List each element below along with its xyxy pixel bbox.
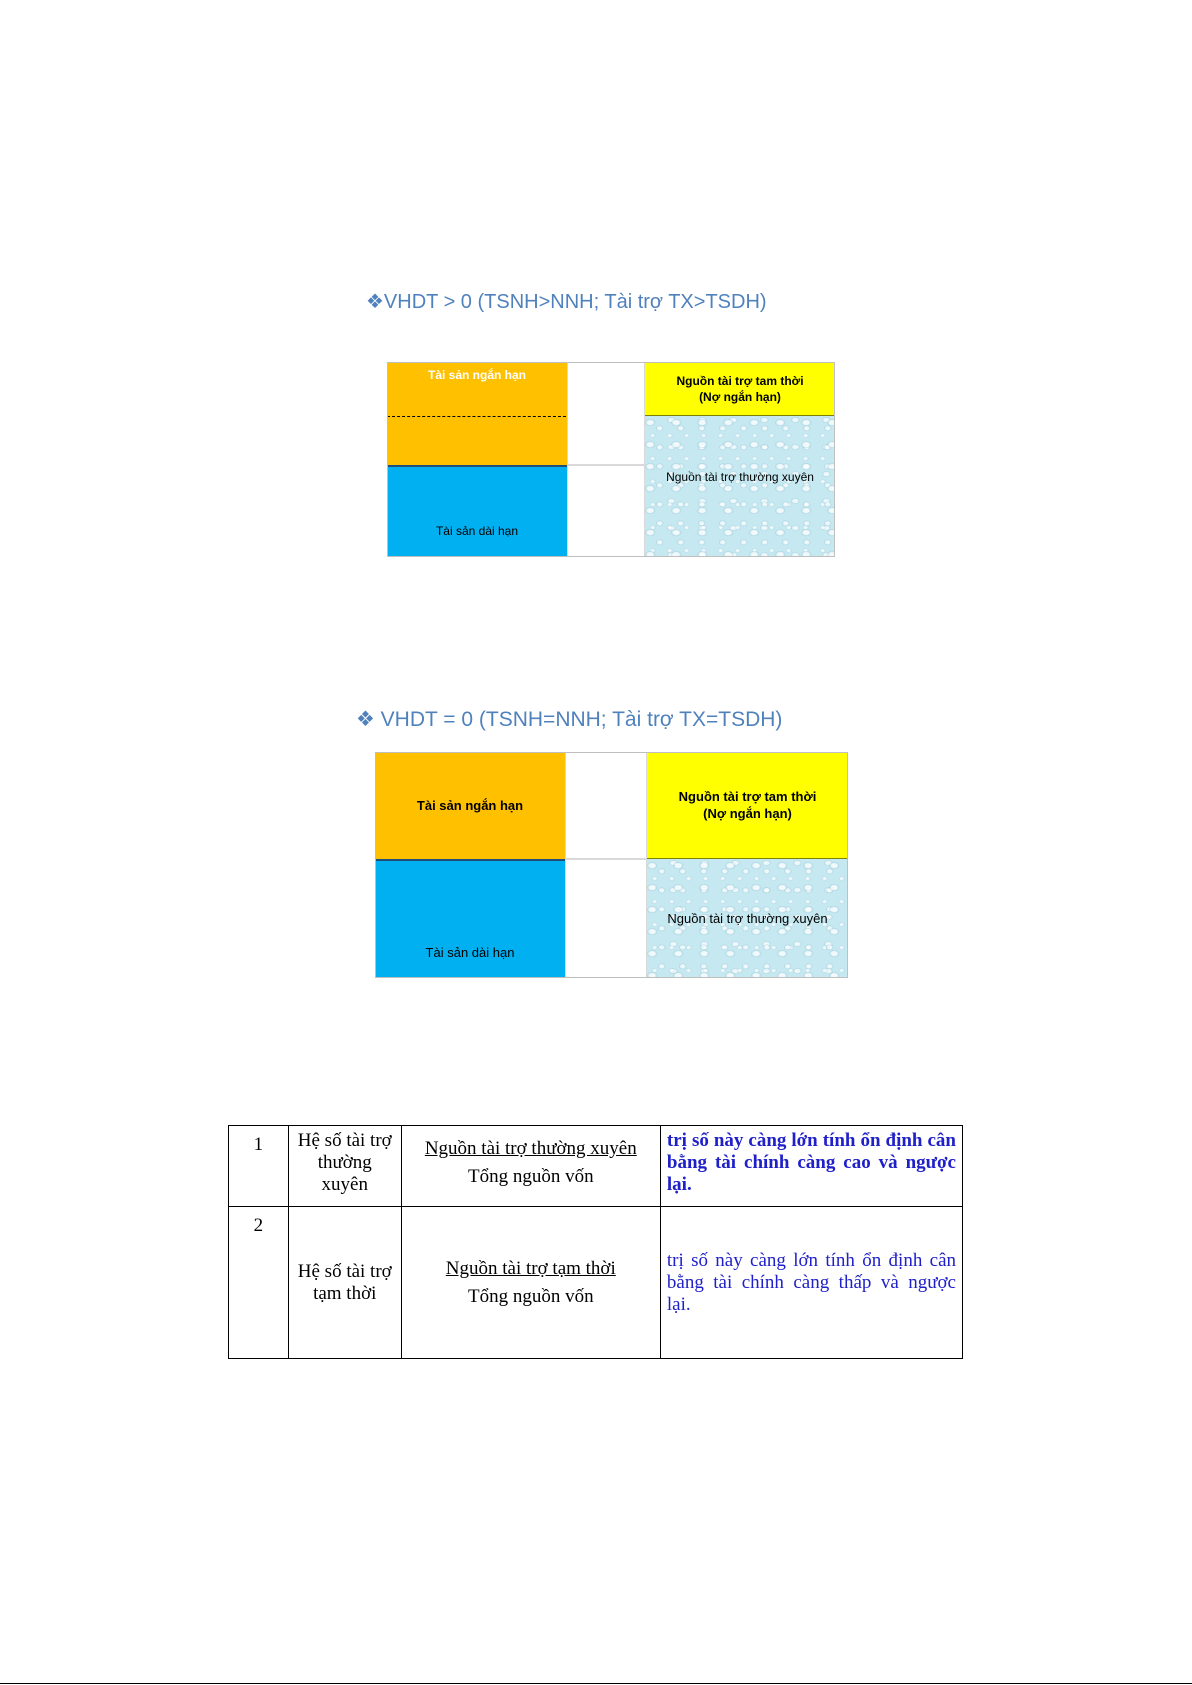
- ratio-note: trị số này càng lớn tính ổn định cân bằng tài chính càng cao và ngược lại.: [660, 1126, 962, 1207]
- short-term-debt-label: (Nợ ngắn hạn): [703, 806, 792, 821]
- short-term-assets-label: Tài sản ngắn hạn: [427, 368, 526, 382]
- ratio-formula: [401, 1207, 660, 1359]
- formula-numerator: Nguồn tài trợ thường xuyên: [424, 1138, 637, 1159]
- temporary-financing-label: Nguồn tài trợ tam thời: [676, 373, 804, 388]
- gap-upper: [567, 362, 645, 465]
- page-bottom-rule: [0, 1683, 1192, 1684]
- temporary-financing-block: [645, 362, 835, 416]
- ratio-formula: [401, 1126, 660, 1207]
- diagram-vhdt-positive: [387, 362, 835, 557]
- permanent-financing-label: Nguồn tài trợ thường xuyên: [666, 469, 814, 484]
- short-term-assets-block: [387, 362, 567, 465]
- diagram-vhdt-zero: [375, 752, 848, 978]
- formula-denominator: Tổng nguồn vốn: [467, 1166, 594, 1187]
- temporary-financing-label: Nguồn tài trợ tam thời: [678, 789, 817, 804]
- table-row: [229, 1207, 963, 1359]
- ratio-name: Hệ số tài trợ tạm thời: [288, 1207, 401, 1359]
- long-term-assets-block: [387, 465, 567, 557]
- section2-heading: ❖ VHDT = 0 (TSNH=NNH; Tài trợ TX=TSDH): [356, 708, 783, 731]
- gap-lower: [565, 859, 647, 978]
- short-term-assets-block: [375, 752, 565, 859]
- permanent-financing-block: [645, 416, 835, 557]
- ratio-note: trị số này càng lớn tính ổn định cân bằng tài chính càng thấp và ngược lại.: [660, 1207, 962, 1359]
- gap-upper: [565, 752, 647, 859]
- short-term-assets-label: Tài sản ngắn hạn: [416, 798, 524, 813]
- ratio-name: Hệ số tài trợ thường xuyên: [288, 1126, 401, 1207]
- long-term-assets-block: [375, 859, 565, 978]
- short-term-debt-label: (Nợ ngắn hạn): [699, 389, 781, 404]
- dashed-divider: [387, 416, 571, 417]
- gap-lower: [567, 465, 645, 557]
- formula-numerator: Nguồn tài trợ tạm thời: [445, 1257, 616, 1279]
- temporary-financing-block: [647, 752, 848, 859]
- section1-heading: ❖VHDT > 0 (TSNH>NNH; Tài trợ TX>TSDH): [366, 291, 767, 313]
- formula-denominator: Tổng nguồn vốn: [467, 1285, 594, 1307]
- table-row: [229, 1126, 963, 1207]
- long-term-assets-label: Tài sản dài hạn: [425, 945, 515, 960]
- ratios-table: [228, 1125, 963, 1359]
- permanent-financing-block: [647, 859, 848, 978]
- long-term-assets-label: Tài sản dài hạn: [435, 524, 519, 538]
- permanent-financing-label: Nguồn tài trợ thường xuyên: [667, 911, 828, 926]
- row-number: 2: [229, 1207, 289, 1359]
- row-number: 1: [229, 1126, 289, 1207]
